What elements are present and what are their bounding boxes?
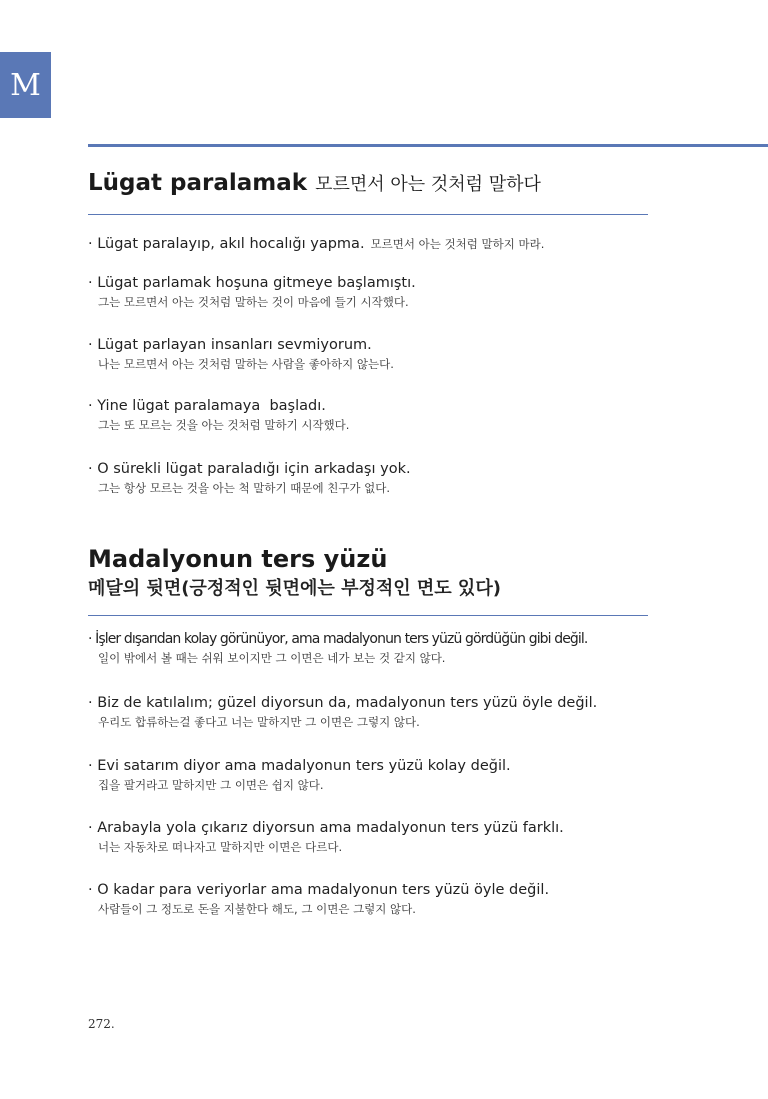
example-tr: · Lügat parlamak hoşuna gitmeye başlamıştı. [88,275,416,291]
example-tr: · Lügat paralayıp, akıl hocalığı yapma. [88,236,365,252]
example-tr: · O kadar para veriyorlar ama madalyonun ters yüzü öyle değil. [88,882,550,898]
section1-title [88,170,541,196]
example-ko: 사람들이 그 정도로 돈을 지불한다 해도, 그 이면은 그렇지 않다. [98,902,416,916]
example-ko: 일이 밖에서 볼 때는 쉬워 보이지만 그 이면은 네가 보는 것 같지 않다. [98,651,446,665]
example-tr: · Yine lügat paralamaya başladı. [88,398,326,414]
section1-title-tr: Lügat paralamak [88,170,308,196]
example-ko: 모르면서 아는 것처럼 말하지 마라. [370,237,545,251]
page-number: 272. [88,1017,115,1031]
example-ko: 그는 항상 모르는 것을 아는 척 말하기 때문에 친구가 없다. [98,481,391,495]
example-item [88,461,411,496]
example-tr: · İşler dışarıdan kolay görünüyor, ama madalyonun ters yüzü gördüğün gibi değil. [88,631,588,647]
example-tr: · Evi satarım diyor ama madalyonun ters yüzü kolay değil. [88,758,511,774]
example-item [88,337,394,372]
section1-title-ko: 모르면서 아는 것처럼 말하다 [315,174,541,195]
example-tr: · Arabayla yola çıkarız diyorsun ama madalyonun ters yüzü farklı. [88,820,564,836]
example-item [88,695,597,730]
example-item [88,882,549,917]
example-ko: 나는 모르면서 아는 것처럼 말하는 사람을 좋아하지 않는다. [98,357,394,371]
top-divider [88,144,768,147]
section1-divider [88,214,648,215]
example-item [88,820,564,855]
section2-title-ko: 메달의 뒷면(긍정적인 뒷면에는 부정적인 면도 있다) [88,578,501,599]
example-ko: 그는 모르면서 아는 것처럼 말하는 것이 마음에 들기 시작했다. [98,295,409,309]
example-ko: 우리도 합류하는걸 좋다고 너는 말하지만 그 이면은 그렇지 않다. [98,715,420,729]
example-ko: 너는 자동차로 떠나자고 말하지만 이면은 다르다. [98,840,343,854]
example-item [88,398,349,433]
example-ko: 그는 또 모르는 것을 아는 것처럼 말하기 시작했다. [98,418,350,432]
example-tr: · O sürekli lügat paraladığı için arkadaşı yok. [88,461,411,477]
section2-divider [88,615,648,616]
letter-tab: M [0,52,51,118]
example-tr: · Biz de katılalım; güzel diyorsun da, madalyonun ters yüzü öyle değil. [88,695,598,711]
example-item [88,631,587,666]
example-item [88,758,511,793]
section2-title: Madalyonun ters yüzü [88,545,388,573]
example-ko: 집을 팔거라고 말하지만 그 이면은 쉽지 않다. [98,778,324,792]
example-tr: · Lügat parlayan insanları sevmiyorum. [88,337,372,353]
example-item [88,275,416,310]
example-item [88,233,544,252]
